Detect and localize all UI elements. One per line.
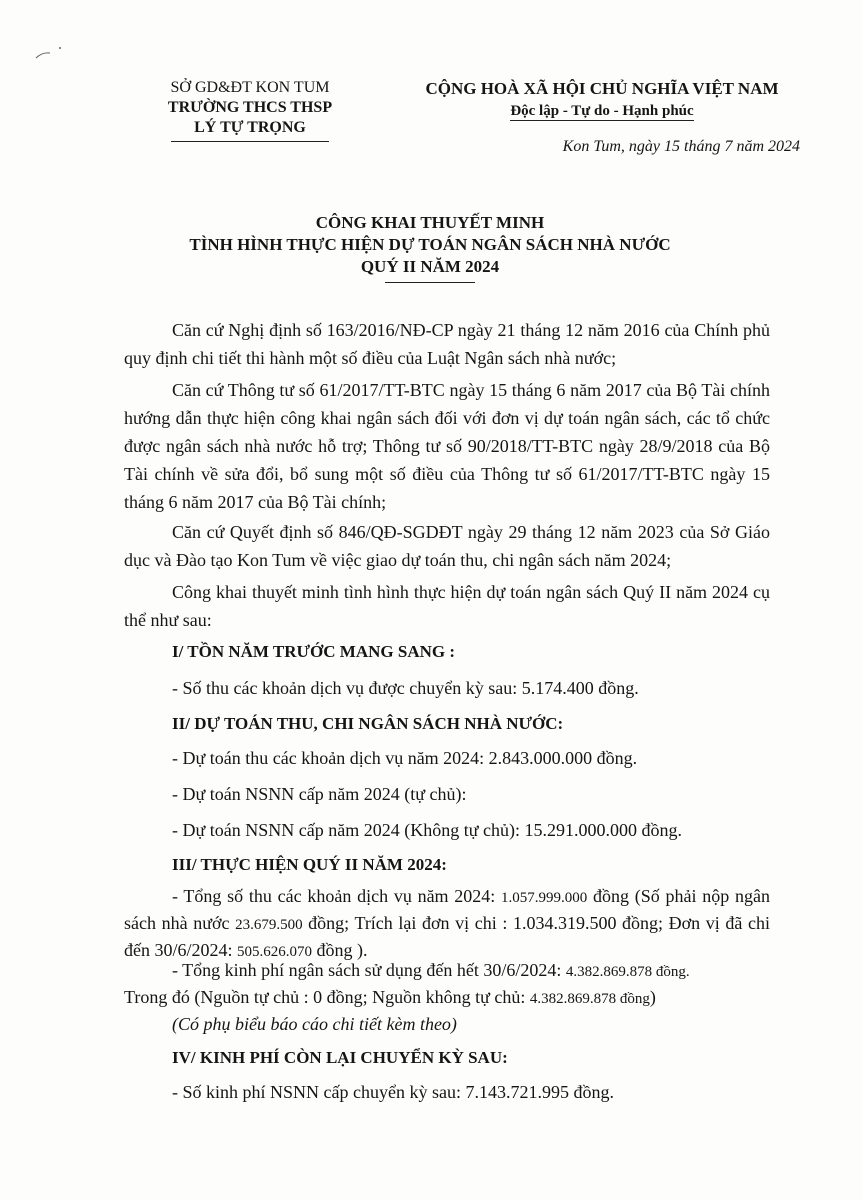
title-line-1: CÔNG KHAI THUYẾT MINH xyxy=(315,213,545,232)
preamble-paragraph: Căn cứ Nghị định số 163/2016/NĐ-CP ngày 21 tháng 12 năm 2016 của Chính phủ quy định chi tiết thi hành một số điều của Luật Ngân sách nhà nước; xyxy=(124,320,770,368)
agency-line-2: TRƯỜNG THCS THSP xyxy=(167,99,333,116)
text-run: đồng; Trích lại đơn vị chi : 1.034.319.500 đồng; Đơn vị đã chi đến 30/6/2024: xyxy=(124,913,770,960)
preamble-paragraph: Công khai thuyết minh tình hình thực hiện dự toán ngân sách Quý II năm 2024 cụ thể như sau: xyxy=(124,582,770,630)
header-national xyxy=(392,78,812,122)
section-heading: IV/ KINH PHÍ CÒN LẠI CHUYỂN KỲ SAU: xyxy=(172,1048,508,1067)
dateline: Kon Tum, ngày 15 tháng 7 năm 2024 xyxy=(562,138,800,155)
section-paragraph xyxy=(124,958,770,1012)
text-run: Trong đó (Nguồn tự chủ : 0 đồng; Nguồn không tự chủ: xyxy=(124,987,530,1007)
agency-underline xyxy=(171,141,329,142)
title-underline xyxy=(385,282,475,283)
agency-line-1: SỞ GD&ĐT KON TUM xyxy=(170,79,330,96)
section-item: - Số kinh phí NSNN cấp chuyển kỳ sau: 7.143.721.995 đồng. xyxy=(172,1082,614,1102)
amount: 1.057.999.000 xyxy=(501,890,588,906)
document-title xyxy=(100,212,760,283)
section-item: - Dự toán NSNN cấp năm 2024 (Không tự chủ): 15.291.000.000 đồng. xyxy=(172,820,682,840)
text-run: - Tổng kinh phí ngân sách sử dụng đến hết 30/6/2024: xyxy=(172,960,566,980)
preamble-paragraph: Căn cứ Thông tư số 61/2017/TT-BTC ngày 15 tháng 6 năm 2017 của Bộ Tài chính hướng dẫn thực hiện công khai ngân sách đối với đơn vị dự toán ngân sách, các tổ chức được ngân sách nhà nước hỗ trợ; Thông tư số 90/2018/TT-BTC ngày 28/9/2018 của Bộ Tài chính về sửa đổi, bổ sung một số điều của Thông tư số 61/2017/TT-BTC ngày 15 tháng 6 năm 2017 của Bộ Tài chính; xyxy=(124,380,770,512)
agency-line-3: LÝ TỰ TRỌNG xyxy=(194,119,306,136)
national-title: CỘNG HOÀ XÃ HỘI CHỦ NGHĨA VIỆT NAM xyxy=(425,79,779,98)
text-run: đồng (Số phải nộp ngân sách nhà nước xyxy=(124,886,771,933)
title-line-3: QUÝ II NĂM 2024 xyxy=(360,257,500,276)
text-run: đồng ). xyxy=(312,940,368,960)
section-item: - Dự toán NSNN cấp năm 2024 (tự chủ): xyxy=(172,784,467,804)
text-run: - Tổng số thu các khoản dịch vụ năm 2024: xyxy=(172,886,502,906)
amount: 505.626.070 xyxy=(237,944,312,960)
national-motto: Độc lập - Tự do - Hạnh phúc xyxy=(510,103,694,119)
title-line-2: TÌNH HÌNH THỰC HIỆN DỰ TOÁN NGÂN SÁCH NHÀ NƯỚC xyxy=(189,235,671,254)
section-heading: III/ THỰC HIỆN QUÝ II NĂM 2024: xyxy=(172,855,447,874)
pen-mark xyxy=(34,44,64,62)
section-item: - Số thu các khoản dịch vụ được chuyển kỳ sau: 5.174.400 đồng. xyxy=(172,678,639,698)
amount: 4.382.869.878 đồng xyxy=(529,991,650,1007)
amount: 23.679.500 xyxy=(235,917,303,933)
attachment-note: (Có phụ biểu báo cáo chi tiết kèm theo) xyxy=(172,1014,457,1034)
amount: 4.382.869.878 đồng. xyxy=(565,964,690,980)
preamble-paragraph: Căn cứ Quyết định số 846/QĐ-SGDĐT ngày 29 tháng 12 năm 2023 của Sở Giáo dục và Đào tạo Kon Tum về việc giao dự toán thu, chi ngân sách năm 2024; xyxy=(124,522,770,570)
header-agency xyxy=(140,78,360,142)
section-paragraph xyxy=(124,884,770,965)
section-item: - Dự toán thu các khoản dịch vụ năm 2024: 2.843.000.000 đồng. xyxy=(172,748,638,768)
text-run: ) xyxy=(649,987,656,1007)
section-heading: II/ DỰ TOÁN THU, CHI NGÂN SÁCH NHÀ NƯỚC: xyxy=(172,714,564,733)
section-heading: I/ TỒN NĂM TRƯỚC MANG SANG : xyxy=(172,642,456,661)
